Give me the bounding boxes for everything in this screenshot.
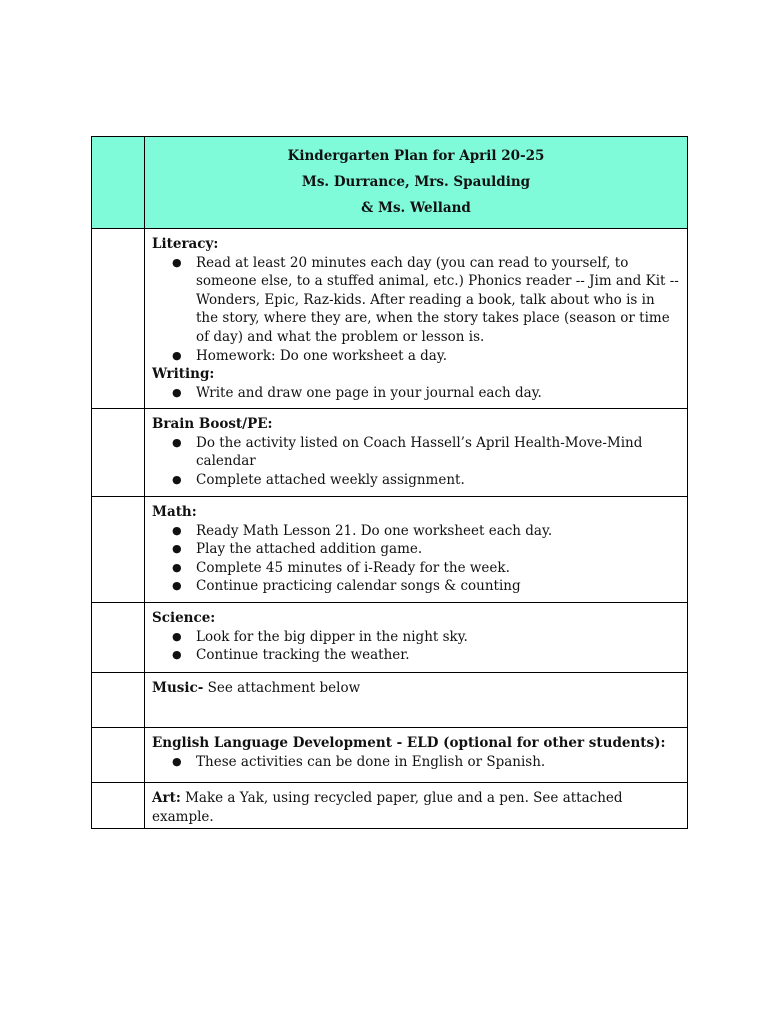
- eld-row: [92, 728, 688, 783]
- brain-boost-title: Brain Boost/PE:: [152, 416, 273, 432]
- literacy-list: [152, 254, 681, 366]
- math-title: Math:: [152, 504, 197, 520]
- writing-title: Writing:: [152, 366, 215, 383]
- music-row: [92, 673, 688, 728]
- eld-item-language: These activities can be done in English or Spanish.: [196, 753, 546, 770]
- science-list: [152, 628, 681, 665]
- literacy-row: [92, 229, 688, 409]
- eld-left-cell: [92, 728, 145, 783]
- header-row: [92, 137, 688, 229]
- list-item: [152, 753, 681, 772]
- literacy-cell: [145, 229, 688, 409]
- header-left-cell: [92, 137, 145, 229]
- teachers-line: Ms. Durrance, Mrs. Spaulding: [301, 174, 531, 190]
- list-item: [152, 471, 681, 490]
- science-row: [92, 603, 688, 673]
- science-left-cell: [92, 603, 145, 673]
- list-item: [152, 434, 681, 471]
- header-cell: [145, 137, 688, 229]
- bullet-icon: ●: [172, 542, 182, 556]
- music-text: See attachment below: [203, 680, 361, 696]
- art-cell: [145, 783, 688, 829]
- art-left-cell: [92, 783, 145, 829]
- science-item-weather: Continue tracking the weather.: [196, 647, 410, 664]
- bullet-icon: ●: [172, 560, 182, 574]
- music-cell: [145, 673, 688, 728]
- eld-cell: [145, 728, 688, 783]
- brain-boost-row: [92, 409, 688, 497]
- list-item: [152, 384, 681, 403]
- list-item: [152, 522, 681, 541]
- math-item-calendar: Continue practicing calendar songs & counting: [196, 578, 521, 595]
- literacy-title: Literacy:: [152, 236, 219, 252]
- bullet-icon: ●: [172, 255, 182, 269]
- math-left-cell: [92, 497, 145, 603]
- list-item: [152, 559, 681, 578]
- science-title: Science:: [152, 610, 216, 626]
- bullet-icon: ●: [172, 435, 182, 449]
- math-list: [152, 522, 681, 596]
- math-row: [92, 497, 688, 603]
- bullet-icon: ●: [172, 523, 182, 537]
- list-item: [152, 254, 681, 347]
- literacy-left-cell: [92, 229, 145, 409]
- eld-list: [152, 753, 681, 772]
- math-item-iready: Complete 45 minutes of i-Ready for the week.: [196, 559, 510, 576]
- science-item-dipper: Look for the big dipper in the night sky.: [196, 628, 468, 645]
- literacy-item-reading: Read at least 20 minutes each day (you can read to yourself, to someone else, to a stuffed animal, etc.) Phonics reader -- Jim and Kit -- Wonders, Epic, Raz-kids. After reading a book, talk about who is in the story, where they are, when the story takes place (season or time of day) and what the problem or lesson is.: [196, 254, 679, 345]
- plan-title: Kindergarten Plan for April 20-25: [287, 148, 545, 164]
- bullet-icon: ●: [172, 754, 182, 768]
- list-item: [152, 628, 681, 647]
- bullet-icon: ●: [172, 348, 182, 362]
- brain-boost-item-assignment: Complete attached weekly assignment.: [196, 471, 465, 488]
- bullet-icon: ●: [172, 472, 182, 486]
- writing-list: [152, 384, 681, 403]
- bullet-icon: ●: [172, 579, 182, 593]
- brain-boost-cell: [145, 409, 688, 497]
- eld-title: English Language Development - ELD (optional for other students):: [152, 735, 666, 751]
- list-item: [152, 646, 681, 665]
- art-row: [92, 783, 688, 829]
- math-cell: [145, 497, 688, 603]
- music-title: Music-: [152, 680, 204, 696]
- brain-boost-item-activity: Do the activity listed on Coach Hassell’s April Health-Move-Mind calendar: [196, 434, 643, 470]
- kindergarten-plan-table: [91, 136, 688, 829]
- list-item: [152, 540, 681, 559]
- writing-item-journal: Write and draw one page in your journal each day.: [196, 384, 542, 401]
- music-left-cell: [92, 673, 145, 728]
- bullet-icon: ●: [172, 629, 182, 643]
- math-item-lesson: Ready Math Lesson 21. Do one worksheet each day.: [196, 522, 553, 539]
- science-cell: [145, 603, 688, 673]
- art-text: Make a Yak, using recycled paper, glue and a pen. See attached example.: [152, 790, 623, 825]
- literacy-item-homework: Homework: Do one worksheet a day.: [196, 347, 447, 364]
- bullet-icon: ●: [172, 385, 182, 399]
- teachers-line-2: & Ms. Welland: [361, 200, 471, 216]
- bullet-icon: ●: [172, 648, 182, 662]
- brain-boost-list: [152, 434, 681, 490]
- list-item: [152, 347, 681, 366]
- brain-boost-left-cell: [92, 409, 145, 497]
- art-title: Art:: [152, 790, 181, 806]
- math-item-game: Play the attached addition game.: [196, 541, 423, 558]
- list-item: [152, 577, 681, 596]
